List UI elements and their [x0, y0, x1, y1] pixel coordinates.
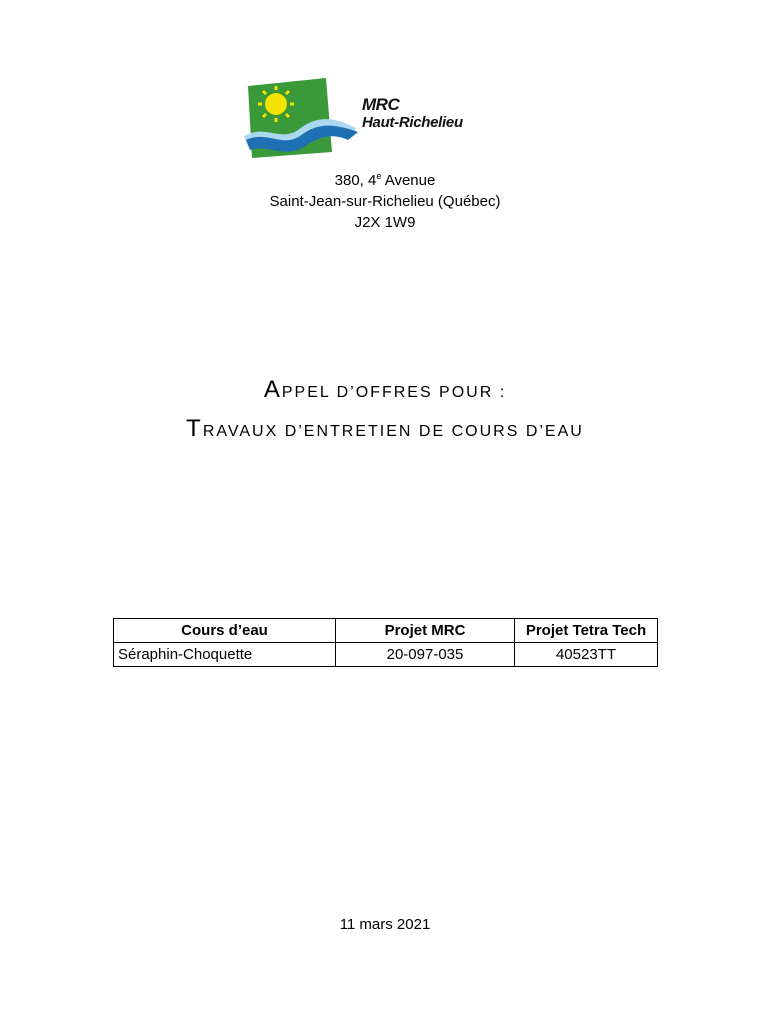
- header-projet-tetra-tech: Projet Tetra Tech: [515, 619, 658, 643]
- document-date: 11 mars 2021: [339, 916, 431, 933]
- document-title: [0, 372, 770, 450]
- cell-projet-tetra-tech: 40523TT: [515, 643, 658, 667]
- header-projet-mrc: Projet MRC: [336, 619, 515, 643]
- address-postal-code: J2X 1W9: [354, 214, 416, 231]
- project-info-table: [113, 618, 658, 667]
- logo-line-haut-richelieu: Haut-Richelieu: [362, 114, 463, 131]
- title-line-1: [0, 372, 770, 411]
- address-street-number: 380, 4: [334, 172, 377, 189]
- title-line-2-capital: T: [186, 415, 203, 442]
- table-row: [114, 643, 658, 667]
- mrc-logo: [240, 74, 510, 160]
- address-street-rest: Avenue: [381, 172, 436, 189]
- title-line-1-capital: A: [263, 376, 282, 403]
- table-header-row: [114, 619, 658, 643]
- mrc-logo-mark-icon: [240, 74, 360, 160]
- address-street: [0, 170, 770, 191]
- cell-cours-deau: Séraphin-Choquette: [114, 643, 336, 667]
- cell-projet-mrc: 20-097-035: [336, 643, 515, 667]
- title-line-2: [0, 411, 770, 450]
- address-block: [0, 170, 770, 233]
- title-line-2-rest: RAVAUX D’ENTRETIEN DE COURS D’EAU: [202, 423, 584, 440]
- header-cours-deau: Cours d’eau: [114, 619, 336, 643]
- address-street-superscript: e: [376, 171, 382, 181]
- mrc-logo-text: [362, 96, 463, 130]
- title-line-1-rest: PPEL D’OFFRES POUR :: [281, 384, 507, 401]
- logo-line-mrc: MRC: [362, 95, 400, 114]
- address-city: Saint-Jean-sur-Richelieu (Québec): [269, 193, 501, 210]
